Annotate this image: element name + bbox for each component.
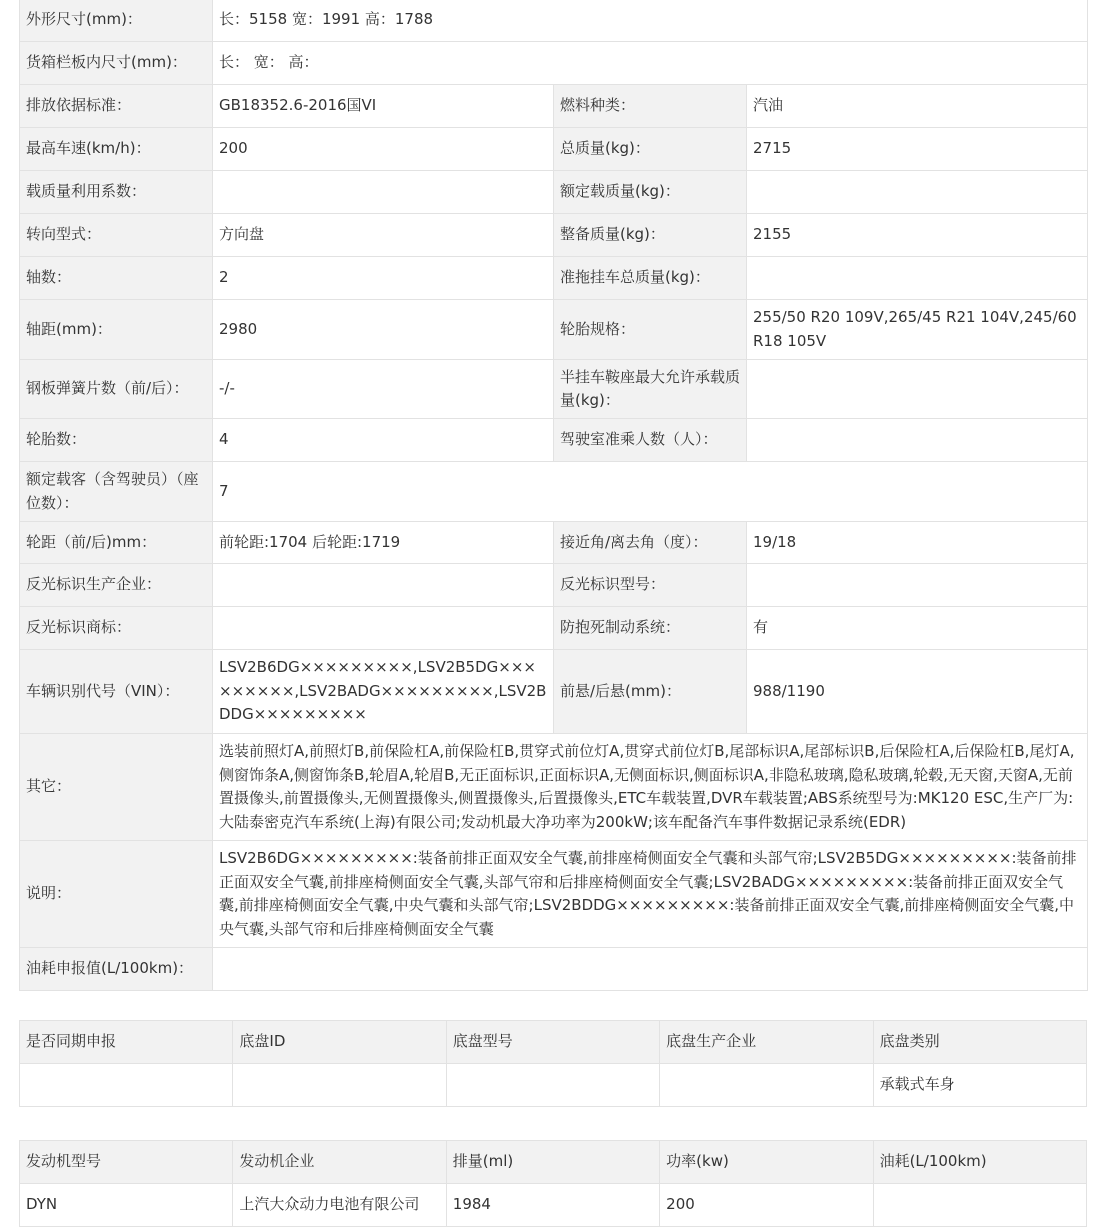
engine-header-cell: 排量(ml)	[446, 1141, 659, 1184]
curb-mass-value: 2155	[747, 214, 1088, 257]
engine-header-cell: 功率(kw)	[660, 1141, 873, 1184]
chassis-cell	[660, 1064, 873, 1107]
chassis-header-cell: 底盘类别	[873, 1021, 1086, 1064]
load-coef-value	[213, 171, 554, 214]
rated-load-value	[747, 171, 1088, 214]
track-value: 前轮距:1704 后轮距:1719	[213, 522, 554, 564]
spec-row-other	[20, 734, 1088, 841]
overhang-label: 前悬/后悬(mm)：	[554, 650, 747, 734]
spec-row-wheelbase	[20, 300, 1088, 360]
total-mass-label: 总质量(kg)：	[554, 128, 747, 171]
cab-passengers-value	[747, 419, 1088, 462]
cargo-label: 货箱栏板内尺寸(mm)：	[20, 42, 213, 85]
reflector-model-value	[747, 564, 1088, 607]
semi-trailer-label: 半挂车鞍座最大允许承载质量(kg)：	[554, 360, 747, 419]
fuel-type-value: 汽油	[747, 85, 1088, 128]
engine-cell: 200	[660, 1184, 873, 1227]
overhang-value: 988/1190	[747, 650, 1088, 734]
reflector-brand-value	[213, 607, 554, 650]
vin-label: 车辆识别代号（VIN）：	[20, 650, 213, 734]
seats-value: 7	[213, 462, 1088, 522]
abs-value: 有	[747, 607, 1088, 650]
spec-row-vin	[20, 650, 1088, 734]
fuel-type-label: 燃料种类：	[554, 85, 747, 128]
reflector-maker-value	[213, 564, 554, 607]
max-speed-label: 最高车速(km/h)：	[20, 128, 213, 171]
chassis-cell	[233, 1064, 446, 1107]
vin-value: LSV2B6DG×××××××××,LSV2B5DG×××××××××,LSV2BADG×××××××××,LSV2BDDG×××××××××	[213, 650, 554, 734]
fuel-consumption-label: 油耗申报值(L/100km)：	[20, 948, 213, 991]
wheelbase-label: 轴距(mm)：	[20, 300, 213, 360]
engine-data-row	[20, 1184, 1087, 1227]
spec-row-emission	[20, 85, 1088, 128]
engine-table	[19, 1140, 1087, 1227]
cab-passengers-label: 驾驶室准乘人数（人）：	[554, 419, 747, 462]
spec-row-fuel-consumption	[20, 948, 1088, 991]
rated-load-label: 额定载质量(kg)：	[554, 171, 747, 214]
engine-cell: 上汽大众动力电池有限公司	[233, 1184, 446, 1227]
engine-cell: DYN	[20, 1184, 233, 1227]
max-speed-value: 200	[213, 128, 554, 171]
steering-value: 方向盘	[213, 214, 554, 257]
engine-header-cell: 发动机企业	[233, 1141, 446, 1184]
vehicle-spec-table	[19, 0, 1088, 991]
spec-row-speed	[20, 128, 1088, 171]
chassis-header-cell: 底盘型号	[446, 1021, 659, 1064]
tire-spec-value: 255/50 R20 109V,265/45 R21 104V,245/60 R18 105V	[747, 300, 1088, 360]
engine-header-row	[20, 1141, 1087, 1184]
seats-label: 额定载客（含驾驶员）（座位数）：	[20, 462, 213, 522]
spec-row-spring	[20, 360, 1088, 419]
note-label: 说明：	[20, 841, 213, 948]
trailer-mass-label: 准拖挂车总质量(kg)：	[554, 257, 747, 300]
axles-label: 轴数：	[20, 257, 213, 300]
chassis-table	[19, 1020, 1087, 1107]
spec-row-seats	[20, 462, 1088, 522]
axles-value: 2	[213, 257, 554, 300]
spec-row-reflector	[20, 564, 1088, 607]
fuel-consumption-value	[213, 948, 1088, 991]
reflector-model-label: 反光标识型号：	[554, 564, 747, 607]
note-value: LSV2B6DG×××××××××:装备前排正面双安全气囊,前排座椅侧面安全气囊和头部气帘;LSV2B5DG×××××××××:装备前排正面双安全气囊,前排座椅侧面安全气囊,头部气帘和后排座椅侧面安全气囊;LSV2BADG×××××××××:装备前排正面双安全气囊,前排座椅侧面安全气囊,中央气囊和头部气帘;LSV2BDDG×××××××××:装备前排正面双安全气囊,前排座椅侧面安全气囊,中央气囊,头部气帘和后排座椅侧面安全气囊	[213, 841, 1088, 948]
reflector-brand-label: 反光标识商标：	[20, 607, 213, 650]
chassis-cell: 承载式车身	[873, 1064, 1086, 1107]
chassis-header-row	[20, 1021, 1087, 1064]
spec-row-axles	[20, 257, 1088, 300]
engine-cell: 1984	[446, 1184, 659, 1227]
spec-row-note	[20, 841, 1088, 948]
spec-row-track	[20, 522, 1088, 564]
curb-mass-label: 整备质量(kg)：	[554, 214, 747, 257]
trailer-mass-value	[747, 257, 1088, 300]
other-label: 其它：	[20, 734, 213, 841]
spec-row-steering	[20, 214, 1088, 257]
chassis-header-cell: 底盘ID	[233, 1021, 446, 1064]
cargo-value: 长： 宽： 高：	[213, 42, 1088, 85]
chassis-data-row	[20, 1064, 1087, 1107]
wheelbase-value: 2980	[213, 300, 554, 360]
spring-label: 钢板弹簧片数（前/后）：	[20, 360, 213, 419]
spec-row-tires	[20, 419, 1088, 462]
track-label: 轮距（前/后)mm：	[20, 522, 213, 564]
dims-value: 长：5158 宽：1991 高：1788	[213, 0, 1088, 42]
chassis-header-cell: 底盘生产企业	[660, 1021, 873, 1064]
reflector-maker-label: 反光标识生产企业：	[20, 564, 213, 607]
tire-count-label: 轮胎数：	[20, 419, 213, 462]
other-value: 选装前照灯A,前照灯B,前保险杠A,前保险杠B,贯穿式前位灯A,贯穿式前位灯B,尾部标识A,尾部标识B,后保险杠A,后保险杠B,尾灯A,侧窗饰条A,侧窗饰条B,轮眉A,轮眉B,无正面标识,正面标识A,无侧面标识,侧面标识A,非隐私玻璃,隐私玻璃,轮毂,无天窗,天窗A,无前置摄像头,前置摄像头,无侧置摄像头,侧置摄像头,后置摄像头,ETC车载装置,DVR车载装置;ABS系统型号为:MK120 ESC,生产厂为:大陆泰密克汽车系统(上海)有限公司;发动机最大净功率为200kW;该车配备汽车事件数据记录系统(EDR)	[213, 734, 1088, 841]
emission-value: GB18352.6-2016国VI	[213, 85, 554, 128]
spec-row-dimensions	[20, 0, 1088, 42]
abs-label: 防抱死制动系统：	[554, 607, 747, 650]
spec-row-load	[20, 171, 1088, 214]
tire-count-value: 4	[213, 419, 554, 462]
engine-cell	[873, 1184, 1086, 1227]
spec-row-abs	[20, 607, 1088, 650]
engine-header-cell: 油耗(L/100km)	[873, 1141, 1086, 1184]
steering-label: 转向型式：	[20, 214, 213, 257]
spec-row-cargo	[20, 42, 1088, 85]
emission-label: 排放依据标准：	[20, 85, 213, 128]
spring-value: -/-	[213, 360, 554, 419]
approach-angle-value: 19/18	[747, 522, 1088, 564]
approach-angle-label: 接近角/离去角（度）：	[554, 522, 747, 564]
semi-trailer-value	[747, 360, 1088, 419]
chassis-cell	[20, 1064, 233, 1107]
load-coef-label: 载质量利用系数：	[20, 171, 213, 214]
total-mass-value: 2715	[747, 128, 1088, 171]
engine-header-cell: 发动机型号	[20, 1141, 233, 1184]
tire-spec-label: 轮胎规格：	[554, 300, 747, 360]
chassis-cell	[446, 1064, 659, 1107]
dims-label: 外形尺寸(mm)：	[20, 0, 213, 42]
chassis-header-cell: 是否同期申报	[20, 1021, 233, 1064]
